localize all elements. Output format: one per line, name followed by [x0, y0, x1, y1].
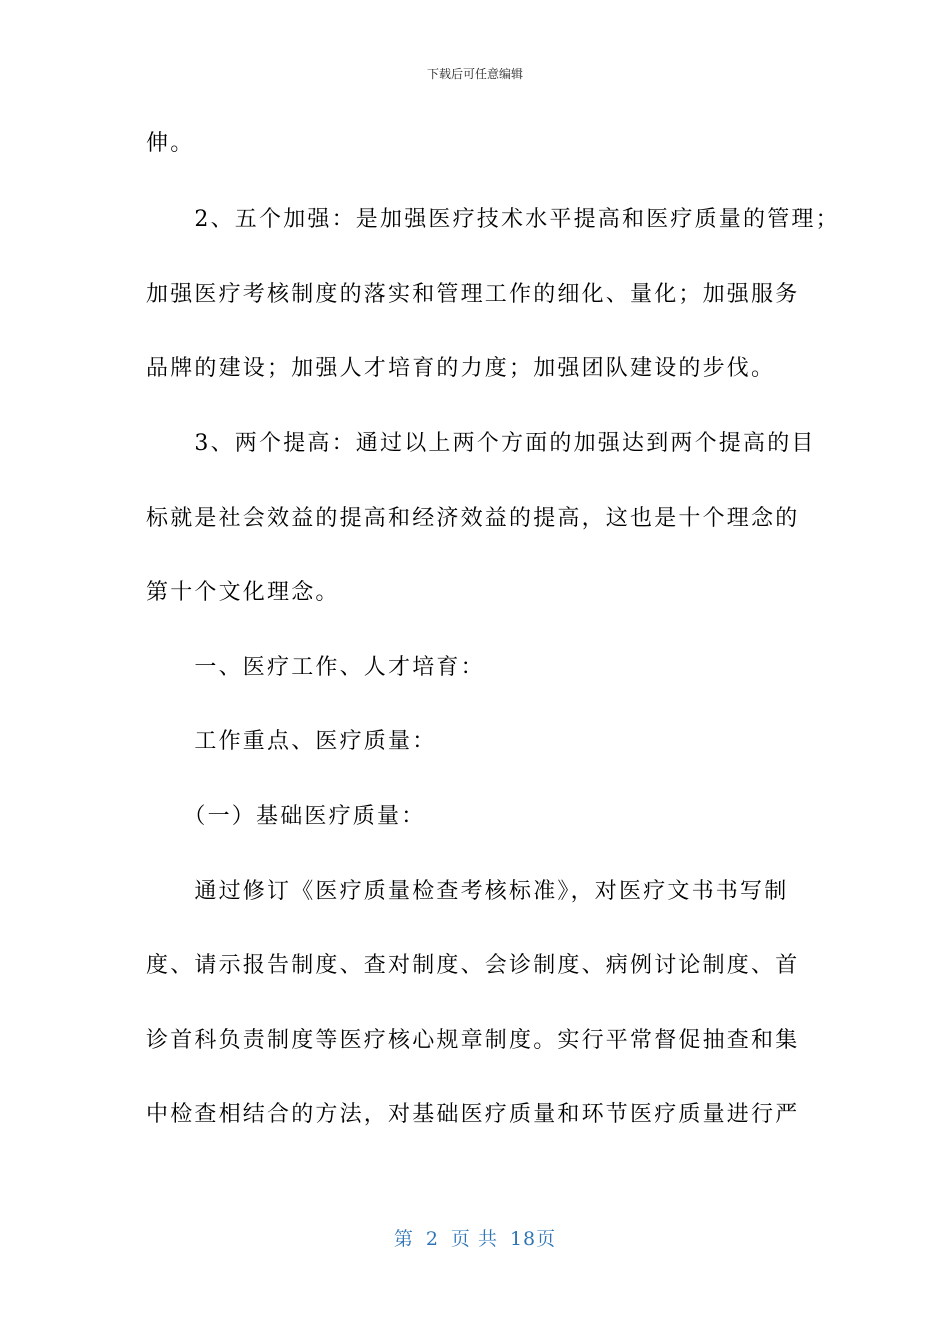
body-line: 诊首科负责制度等医疗核心规章制度。实行平常督促抽查和集: [146, 1028, 800, 1053]
body-line: 2、五个加强：是加强医疗技术水平提高和医疗质量的管理；: [146, 207, 840, 232]
footer-prefix: 第: [393, 1228, 414, 1250]
body-line: 3、两个提高：通过以上两个方面的加强达到两个提高的目: [146, 431, 816, 456]
body-line: （一）基础医疗质量：: [146, 804, 426, 829]
body-line: 一、医疗工作、人才培育：: [146, 655, 485, 680]
body-line: 工作重点、医疗质量：: [146, 729, 437, 754]
footer-total-pages: 18: [509, 1228, 537, 1250]
body-line: 度、请示报告制度、查对制度、会诊制度、病例讨论制度、首: [146, 953, 800, 978]
page-number-footer: [0, 1226, 950, 1252]
body-line: 通过修订《医疗质量检查考核标准》，对医疗文书书写制: [146, 879, 789, 904]
footer-middle: 页 共: [450, 1228, 498, 1250]
body-line: 第十个文化理念。: [146, 580, 340, 605]
body-line: 品牌的建设；加强人才培育的力度；加强团队建设的步伐。: [146, 356, 776, 381]
footer-current-page: 2: [425, 1228, 439, 1250]
body-line: 中检查相结合的方法，对基础医疗质量和环节医疗质量进行严: [146, 1102, 800, 1127]
body-line: 伸。: [146, 131, 195, 156]
footer-suffix: 页: [536, 1228, 557, 1250]
header-note: 下载后可任意编辑: [426, 67, 523, 81]
body-line: 加强医疗考核制度的落实和管理工作的细化、量化；加强服务: [146, 282, 800, 307]
body-line: 标就是社会效益的提高和经济效益的提高，这也是十个理念的: [146, 506, 800, 531]
